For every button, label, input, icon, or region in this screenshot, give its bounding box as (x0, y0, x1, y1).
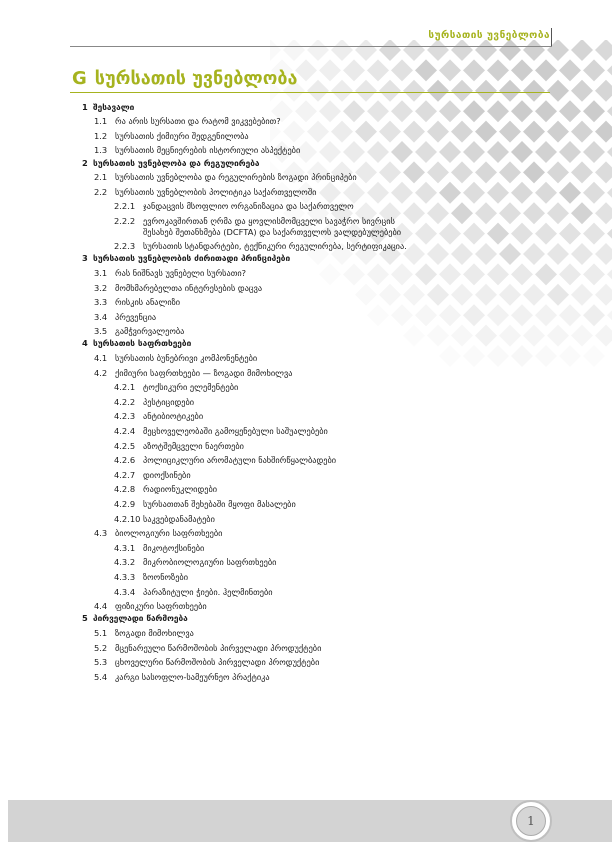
toc-entry-number: 4.3.4 (114, 586, 136, 597)
background-diamond (427, 121, 449, 143)
toc-entry-title: სურსათის უვნებლობის პოლიტიკა საქართველოში (115, 186, 317, 197)
toc-entry[interactable] (82, 172, 422, 183)
background-diamond (307, 40, 329, 61)
toc-entry-title: მიკრობიოლოგიური საფრთხეები (143, 557, 277, 568)
toc-entry-number: 3.5 (94, 326, 108, 337)
toc-entry-number: 4.3.2 (114, 557, 136, 568)
toc-entry[interactable] (82, 643, 422, 654)
toc-entry-number: 4.3.3 (114, 571, 136, 582)
toc-entry[interactable] (82, 338, 422, 349)
table-of-contents (82, 100, 422, 682)
background-diamond (547, 161, 569, 183)
background-diamond (499, 40, 521, 61)
background-diamond (511, 223, 533, 245)
toc-entry-title: მომხმარებელთა ინტერესების დაცვა (115, 282, 263, 293)
background-diamond (595, 80, 612, 102)
background-diamond (535, 182, 557, 204)
toc-entry[interactable] (82, 158, 422, 169)
background-diamond (535, 141, 557, 163)
toc-entry-title: პოლიციკლური არომატული ნახშირწყალბადები (143, 455, 337, 466)
chapter-letter: G (72, 68, 87, 89)
background-diamond (487, 59, 509, 81)
toc-entry[interactable] (82, 514, 422, 525)
background-diamond (463, 263, 485, 285)
background-diamond (379, 80, 401, 102)
background-diamond (595, 121, 612, 143)
toc-entry-number: 1.3 (94, 145, 108, 156)
toc-entry-number: 2.1 (94, 172, 108, 183)
toc-entry[interactable] (82, 326, 422, 337)
toc-entry[interactable] (82, 484, 422, 495)
background-diamond (535, 345, 557, 367)
toc-entry-number: 5 (82, 613, 88, 624)
background-diamond (427, 243, 449, 265)
background-diamond (307, 80, 329, 102)
background-diamond (595, 243, 612, 265)
toc-entry-title: გამჭვირვალეობა (115, 326, 185, 337)
background-diamond (427, 202, 449, 224)
background-diamond (607, 223, 612, 245)
background-diamond (583, 223, 605, 245)
toc-entry[interactable] (82, 382, 422, 393)
background-diamond (511, 100, 533, 122)
background-diamond (535, 59, 557, 81)
toc-entry-title: სურსათის უვნებლობის ძირითადი პრინციპები (93, 253, 291, 264)
background-diamond (571, 80, 593, 102)
background-diamond (523, 80, 545, 102)
toc-entry[interactable] (82, 102, 422, 113)
running-header-title: სურსათის უვნებლობა (428, 30, 550, 41)
background-diamond (595, 284, 612, 306)
background-diamond (439, 141, 461, 163)
background-diamond (451, 284, 473, 306)
toc-entry-title: რას ნიშნავს უვნებელი სურსათი? (115, 267, 247, 278)
background-diamond (451, 325, 473, 347)
background-diamond (463, 59, 485, 81)
toc-entry-title: კარგი სასოფლო-სამეურნეო პრაქტიკა (115, 671, 270, 682)
toc-entry[interactable] (82, 572, 422, 583)
toc-entry-title: პირველადი წარმოება (93, 613, 188, 624)
toc-entry-number: 5.1 (94, 627, 108, 638)
toc-entry[interactable] (82, 253, 422, 264)
background-diamond (487, 182, 509, 204)
toc-entry-title: სურსათის ქიმიური შედგენილობა (115, 130, 249, 141)
background-diamond (355, 40, 377, 61)
toc-entry-number: 4.2.6 (114, 455, 136, 466)
toc-entry-title: ქიმიური საფრთხეები — ზოგადი მიმოხილვა (115, 367, 293, 378)
background-diamond (487, 345, 509, 367)
background-diamond (607, 182, 612, 204)
toc-entry-title: ტოქსიკური ელემენტები (143, 382, 239, 393)
toc-entry[interactable] (82, 557, 422, 568)
background-diamond (571, 284, 593, 306)
toc-entry-title: პრევენცია (115, 311, 157, 322)
background-diamond (607, 304, 612, 326)
background-diamond (547, 243, 569, 265)
toc-entry[interactable] (82, 587, 422, 598)
background-diamond (331, 80, 353, 102)
toc-entry[interactable] (82, 241, 422, 252)
toc-entry-title: სურსათთან შეხებაში მყოფი მასალები (143, 499, 296, 509)
background-diamond (583, 345, 605, 367)
background-diamond (499, 121, 521, 143)
background-diamond (595, 40, 612, 61)
background-diamond (547, 284, 569, 306)
background-diamond (523, 161, 545, 183)
background-diamond (391, 59, 413, 81)
background-diamond (487, 223, 509, 245)
toc-entry-number: 2.2.1 (114, 201, 136, 212)
background-diamond (559, 223, 581, 245)
background-diamond (295, 59, 317, 81)
background-diamond (523, 325, 545, 347)
toc-entry-title: დიოქსინები (143, 469, 191, 480)
background-diamond (571, 202, 593, 224)
background-diamond (571, 325, 593, 347)
toc-entry[interactable] (82, 187, 422, 198)
background-diamond (571, 121, 593, 143)
background-diamond (535, 223, 557, 245)
background-diamond (547, 80, 569, 102)
background-diamond (547, 325, 569, 347)
toc-entry-title: პესტიციდები (143, 396, 195, 407)
background-diamond (559, 141, 581, 163)
toc-entry-title: აზოტშემცველი ნაერთები (143, 440, 244, 451)
background-diamond (595, 161, 612, 183)
toc-entry-number: 4.2.10 (114, 513, 141, 524)
background-diamond (427, 40, 449, 61)
background-diamond (439, 223, 461, 245)
background-diamond (475, 243, 497, 265)
toc-entry-number: 2.2.2 (114, 215, 136, 226)
background-diamond (511, 263, 533, 285)
background-diamond (499, 80, 521, 102)
background-diamond (523, 121, 545, 143)
background-diamond (523, 243, 545, 265)
background-diamond (427, 284, 449, 306)
background-diamond (451, 243, 473, 265)
background-diamond (499, 284, 521, 306)
background-diamond (511, 304, 533, 326)
toc-entry-title: სურსათის მეცნიერების ისტორიული ასპექტები (115, 145, 301, 156)
background-diamond (487, 141, 509, 163)
toc-entry[interactable] (82, 455, 422, 466)
background-diamond (475, 121, 497, 143)
background-diamond (571, 40, 593, 61)
toc-entry[interactable] (82, 397, 422, 408)
toc-entry-number: 4.2.7 (114, 469, 136, 480)
background-diamond (439, 345, 461, 367)
background-diamond (559, 182, 581, 204)
toc-entry[interactable] (82, 312, 422, 323)
background-diamond (559, 59, 581, 81)
toc-entry[interactable] (82, 368, 422, 379)
background-diamond (499, 325, 521, 347)
toc-entry[interactable] (82, 216, 422, 237)
background-diamond (451, 121, 473, 143)
background-diamond (535, 304, 557, 326)
toc-entry-title: რისკის ანალიზი (115, 297, 181, 308)
background-diamond (595, 325, 612, 347)
toc-entry-number: 3 (82, 253, 88, 264)
toc-entry-title: საკვებდანამატები (143, 513, 215, 524)
background-diamond (367, 59, 389, 81)
background-diamond (607, 59, 612, 81)
toc-entry-number: 4.3.1 (114, 542, 136, 553)
toc-entry-title: სურსათის საფრთხეები (93, 338, 192, 349)
toc-entry-number: 3.4 (94, 311, 108, 322)
background-diamond (439, 59, 461, 81)
background-diamond (427, 325, 449, 347)
toc-entry[interactable] (82, 528, 422, 539)
toc-entry[interactable] (82, 470, 422, 481)
background-diamond (559, 100, 581, 122)
toc-entry-number: 2.2 (94, 186, 108, 197)
background-diamond (583, 263, 605, 285)
background-diamond (439, 100, 461, 122)
toc-entry-title: სურსათის უვნებლობა და რეგულირება (93, 157, 260, 168)
background-diamond (511, 345, 533, 367)
toc-entry-title: ზოონოზები (143, 571, 189, 582)
toc-entry-number: 3.1 (94, 267, 108, 278)
background-diamond (607, 263, 612, 285)
background-diamond (463, 100, 485, 122)
toc-entry[interactable] (82, 297, 422, 308)
chapter-title (72, 68, 297, 89)
toc-entry-number: 5.2 (94, 642, 108, 653)
background-diamond (451, 161, 473, 183)
background-diamond (331, 40, 353, 61)
toc-entry-title: ფიზიკური საფრთხეები (115, 601, 207, 612)
background-diamond (559, 263, 581, 285)
background-diamond (583, 141, 605, 163)
background-diamond (403, 80, 425, 102)
toc-entry[interactable] (82, 268, 422, 279)
toc-entry-number: 2 (82, 157, 88, 168)
background-diamond (283, 40, 305, 61)
toc-entry-number: 4.2.2 (114, 396, 136, 407)
toc-entry-title: ზოგადი მიმოხილვა (115, 627, 194, 638)
toc-entry[interactable] (82, 441, 422, 452)
background-diamond (511, 141, 533, 163)
background-diamond (487, 304, 509, 326)
background-diamond (535, 263, 557, 285)
toc-entry-number: 1 (82, 101, 88, 112)
background-diamond (523, 40, 545, 61)
background-diamond (463, 182, 485, 204)
background-diamond (475, 80, 497, 102)
background-diamond (535, 100, 557, 122)
background-diamond (475, 161, 497, 183)
toc-entry[interactable] (82, 601, 422, 612)
background-diamond (523, 284, 545, 306)
toc-entry-number: 4.2.5 (114, 440, 136, 451)
background-diamond (475, 325, 497, 347)
toc-entry[interactable] (82, 613, 422, 624)
header-divider (70, 46, 552, 47)
background-diamond (451, 202, 473, 224)
background-diamond (451, 80, 473, 102)
toc-entry-title: რადიონუკლიდები (143, 484, 218, 495)
background-diamond (379, 40, 401, 61)
background-diamond (547, 202, 569, 224)
toc-entry-number: 1.1 (94, 116, 108, 127)
background-diamond (583, 59, 605, 81)
toc-entry-number: 4.4 (94, 601, 108, 612)
background-diamond (607, 141, 612, 163)
toc-entry-number: 4.2.9 (114, 499, 136, 509)
toc-entry[interactable] (82, 499, 422, 510)
toc-entry-title: სურსათის სტანდარტები, ტექნიკური რეგულირება, სერტიფიკაცია. (143, 241, 407, 252)
toc-entry-title: ცხოველური წარმოშობის პირველადი პროდუქტები (115, 657, 320, 668)
background-diamond (343, 59, 365, 81)
background-diamond (571, 243, 593, 265)
toc-entry[interactable] (82, 672, 422, 683)
toc-entry-number: 3.2 (94, 282, 108, 293)
background-diamond (439, 182, 461, 204)
background-diamond (403, 40, 425, 61)
background-diamond (475, 284, 497, 306)
background-diamond (499, 243, 521, 265)
toc-entry[interactable] (82, 145, 422, 156)
background-diamond (463, 223, 485, 245)
toc-entry-number: 5.3 (94, 657, 108, 668)
chapter-title-text: სურსათის უვნებლობა (94, 68, 298, 89)
background-diamond (487, 100, 509, 122)
toc-entry-title: ბიოლოგიური საფრთხეები (115, 528, 223, 539)
background-diamond (463, 345, 485, 367)
toc-entry-number: 4.3 (94, 528, 108, 539)
background-diamond (499, 202, 521, 224)
toc-entry-title: ჯანდაცვის მსოფლიო ორგანიზაცია და საქართველო (143, 201, 354, 212)
title-underline (70, 92, 550, 93)
background-diamond (511, 182, 533, 204)
toc-entry[interactable] (82, 131, 422, 142)
background-diamond (427, 161, 449, 183)
background-diamond (595, 202, 612, 224)
toc-entry-number: 4 (82, 338, 88, 349)
toc-entry-number: 3.3 (94, 297, 108, 308)
background-diamond (559, 304, 581, 326)
background-diamond (559, 345, 581, 367)
toc-entry-number: 4.1 (94, 353, 108, 364)
background-diamond (355, 80, 377, 102)
toc-entry-number: 4.2.8 (114, 484, 136, 495)
background-diamond (270, 40, 281, 61)
background-diamond (523, 202, 545, 224)
background-diamond (427, 80, 449, 102)
toc-entry[interactable] (82, 628, 422, 639)
toc-entry-number: 4.2 (94, 367, 108, 378)
toc-entry[interactable] (82, 201, 422, 212)
background-diamond (439, 263, 461, 285)
toc-entry-title: რა არის სურსათი და რატომ ვიკვებებით? (115, 116, 281, 127)
toc-entry[interactable] (82, 543, 422, 554)
background-diamond (475, 202, 497, 224)
background-diamond (571, 161, 593, 183)
background-diamond (583, 304, 605, 326)
toc-entry[interactable] (82, 426, 422, 437)
toc-entry-title: სურსათის ბუნებრივი კომპონენტები (115, 353, 258, 364)
page-number-badge (510, 800, 552, 842)
background-diamond (511, 59, 533, 81)
toc-entry-title: ევროკავშირთან ღრმა და ყოვლისმომცველი სავაჭრო სივრცის შესახებ შეთანხმება (DCFTA) და საქართველოს ვალდებულებები (143, 215, 402, 237)
toc-entry-number: 4.2.3 (114, 411, 136, 422)
toc-entry-number: 4.2.1 (114, 382, 136, 393)
background-diamond (583, 100, 605, 122)
background-diamond (547, 121, 569, 143)
toc-entry-title: ანტიბიოტიკები (143, 411, 204, 422)
background-diamond (487, 263, 509, 285)
toc-entry[interactable] (82, 353, 422, 364)
background-diamond (583, 182, 605, 204)
background-diamond (607, 100, 612, 122)
header-divider-vertical (551, 28, 552, 47)
background-diamond (451, 40, 473, 61)
background-diamond (439, 304, 461, 326)
toc-entry[interactable] (82, 283, 422, 294)
toc-entry-title: სურსათის უვნებლობა და რეგულირების ზოგადი პრინციპები (115, 172, 357, 183)
toc-entry-title: მიკოტოქსინები (143, 542, 205, 553)
background-diamond (499, 161, 521, 183)
toc-entry[interactable] (82, 116, 422, 127)
background-diamond (463, 304, 485, 326)
toc-entry[interactable] (82, 411, 422, 422)
background-diamond (319, 59, 341, 81)
page-number: 1 (516, 806, 546, 836)
toc-entry-title: შესავალი (93, 101, 135, 112)
toc-entry-number: 5.4 (94, 671, 108, 682)
background-diamond (475, 40, 497, 61)
toc-entry-title: მცენარეული წარმოშობის პირველადი პროდუქტები (115, 642, 322, 653)
toc-entry-number: 1.2 (94, 130, 108, 141)
toc-entry-number: 4.2.4 (114, 426, 136, 437)
toc-entry-title: მეცხოველეობაში გამოყენებული საშუალებები (143, 426, 328, 437)
toc-entry-title: პარაზიტული ჭიები. ჰელმინთები (143, 586, 273, 597)
toc-entry-number: 2.2.3 (114, 241, 136, 252)
toc-entry[interactable] (82, 657, 422, 668)
background-diamond (415, 59, 437, 81)
background-diamond (463, 141, 485, 163)
